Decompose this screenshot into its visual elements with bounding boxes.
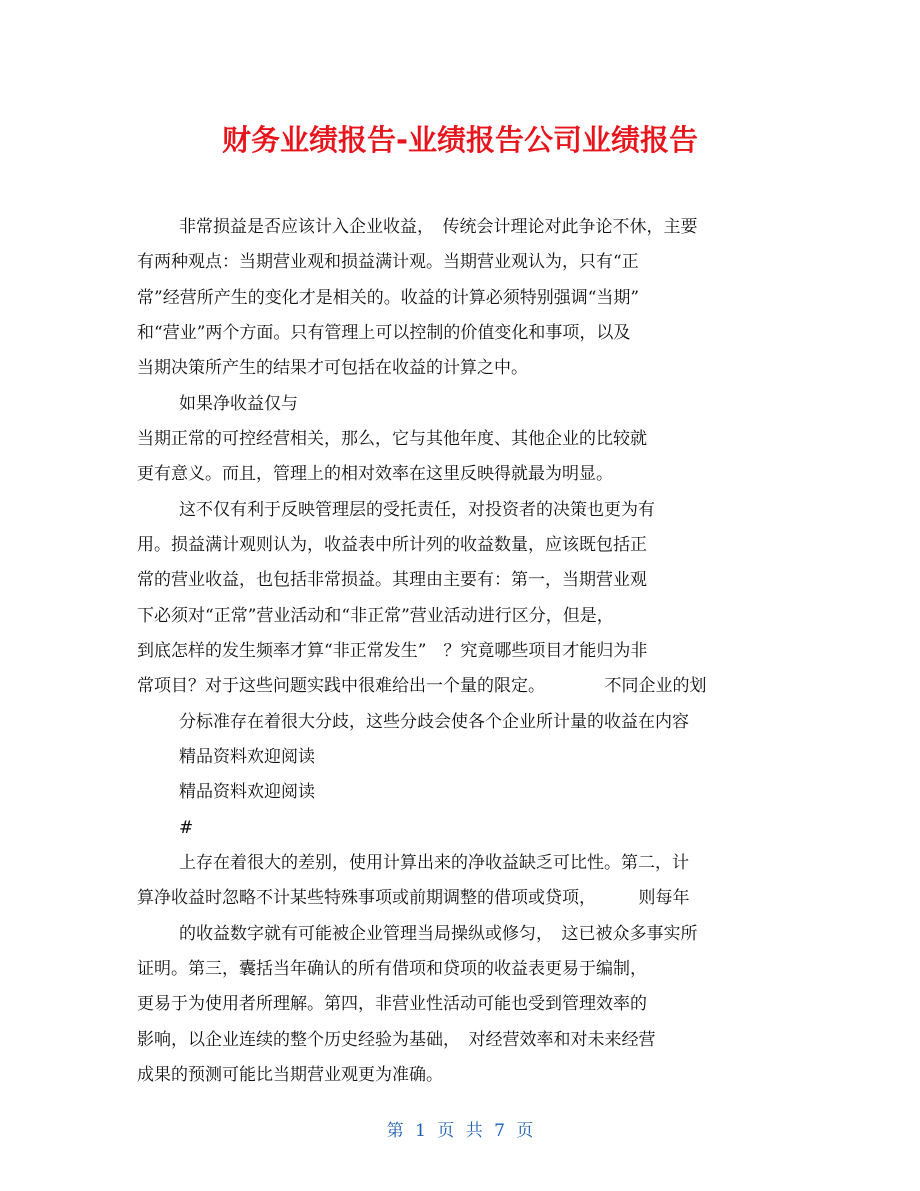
body-line: 算净收益时忽略不计某些特殊事项或前期调整的借项或贷项， 则每年 [137,888,690,908]
footer-page-number: 1 [415,1121,426,1141]
body-line: 影响，以企业连续的整个历史经验为基础， 对经营效率和对未来经营 [137,1030,656,1050]
body-line: 这不仅有利于反映管理层的受托责任，对投资者的决策也更为有 [179,500,655,520]
page-title: 财务业绩报告-业绩报告公司业绩报告 [221,123,699,157]
body-line: 非常损益是否应该计入企业收益， 传统会计理论对此争论不休，主要 [179,217,698,237]
body-line: 和“营业”两个方面。只有管理上可以控制的价值变化和事项，以及 [137,323,631,343]
body-line: 常项目？对于这些问题实践中很难给出一个量的限定。 不同企业的划 [137,676,707,696]
body-line: 下必须对“正常”营业活动和“非正常”营业活动进行区分，但是， [137,606,614,626]
footer-di: 第 [386,1121,404,1141]
watermark-line: 精品资料欢迎阅读 [179,747,315,767]
body-line: 证明。第三，囊括当年确认的所有借项和贷项的收益表更易于编制， [137,959,647,979]
page-footer [0,1116,920,1141]
footer-ye: 页 [516,1121,534,1141]
body-line: 常的营业收益，也包括非常损益。其理由主要有：第一，当期营业观 [137,570,647,590]
body-line: 到底怎样的发生频率才算“非正常发生” ？究竟哪些项目才能归为非 [137,641,648,661]
body-line: 分标准存在着很大分歧，这些分歧会使各个企业所计量的收益在内容 [179,712,689,732]
body-line: 更易于为使用者所理解。第四，非营业性活动可能也受到管理效率的 [137,994,647,1014]
body-line: 上存在着很大的差别，使用计算出来的净收益缺乏可比性。第二，计 [179,853,689,873]
hash-mark: # [179,818,194,838]
body-line: 当期正常的可控经营相关，那么，它与其他年度、其他企业的比较就 [137,429,647,449]
watermark-line: 精品资料欢迎阅读 [179,782,315,802]
body-line: 有两种观点：当期营业观和损益满计观。当期营业观认为，只有“正 [137,252,639,272]
body-line: 如果净收益仅与 [179,394,298,414]
body-line: 成果的预测可能比当期营业观更为准确。 [137,1065,443,1085]
body-line: 用。损益满计观则认为，收益表中所计列的收益数量，应该既包括正 [137,535,647,555]
body-line: 常”经营所产生的变化才是相关的。收益的计算必须特别强调“当期” [137,288,640,308]
body-line: 更有意义。而且，管理上的相对效率在这里反映得就最为明显。 [137,464,613,484]
body-line: 的收益数字就有可能被企业管理当局操纵或修匀， 这已被众多事实所 [179,924,698,944]
body-line: 当期决策所产生的结果才可包括在收益的计算之中。 [137,358,528,378]
footer-gong: 共 [465,1121,483,1141]
footer-ye: 页 [437,1121,455,1141]
footer-total-pages: 7 [494,1121,505,1141]
